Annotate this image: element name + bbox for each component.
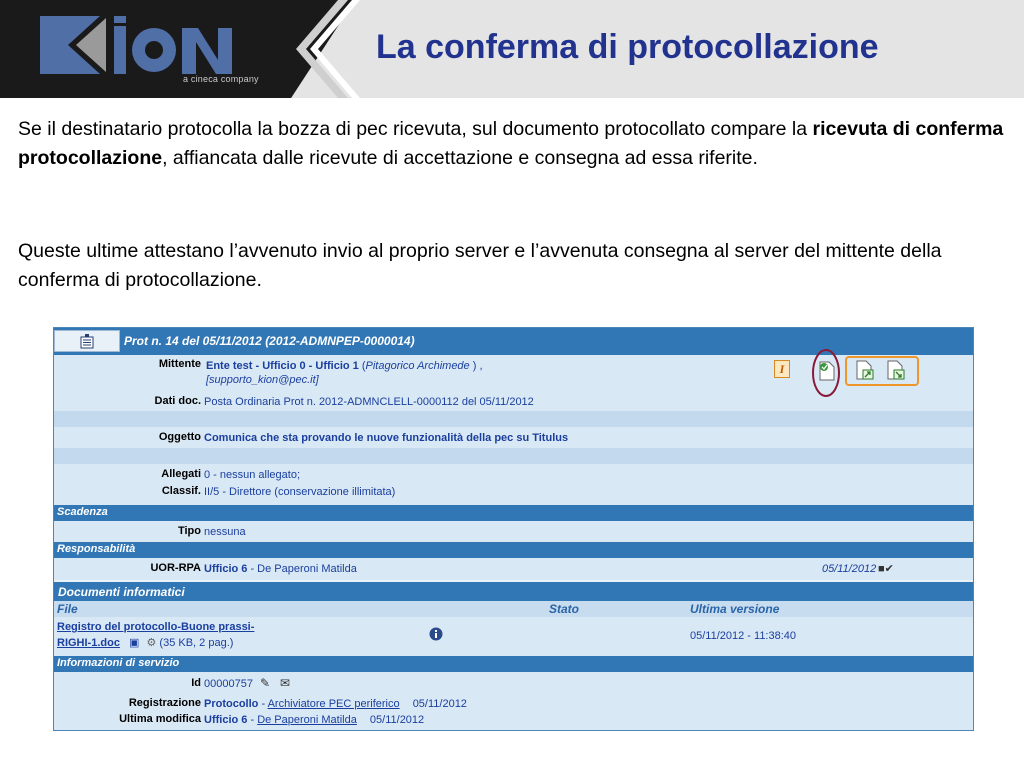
oggetto-label: Oggetto bbox=[158, 431, 201, 443]
dati-doc-value: Posta Ordinaria Prot n. 2012-ADMNCLELL-0000112 del 05/11/2012 bbox=[204, 396, 534, 408]
tipo-value: nessuna bbox=[204, 526, 246, 538]
record-title: Prot n. 14 del 05/11/2012 (2012-ADMNPEP-0000014) bbox=[124, 334, 415, 348]
registrazione-label: Registrazione bbox=[128, 697, 201, 709]
intro-text-bold: ricevuta di conferma protocollazione bbox=[18, 118, 1004, 169]
explanation-paragraph: Queste ultime attestano l’avvenuto invio al proprio server e l’avvenuta consegna al server del mittente della conferma di protocollazione. bbox=[18, 240, 942, 291]
classif-value: II/5 - Direttore (conservazione illimitata) bbox=[204, 486, 396, 498]
scadenza-title: Scadenza bbox=[57, 506, 108, 518]
accettazione-receipt-icon[interactable] bbox=[855, 360, 875, 381]
classif-label: Classif. bbox=[161, 485, 201, 497]
id-value: 00000757 bbox=[204, 678, 253, 690]
print-icon[interactable]: ⚙ bbox=[146, 637, 157, 649]
allegati-label: Allegati bbox=[161, 468, 201, 480]
documenti-title: Documenti informatici bbox=[58, 585, 185, 599]
modifica-office: Ufficio 6 bbox=[204, 714, 248, 726]
registrazione-date: 05/11/2012 bbox=[412, 698, 467, 710]
registrazione-type: Protocollo bbox=[204, 698, 259, 710]
page-title: La conferma di protocollazione bbox=[376, 28, 879, 66]
responsabilita-title: Responsabilità bbox=[57, 543, 136, 555]
responsabilita-section-bar bbox=[54, 542, 973, 558]
file-info-icon[interactable] bbox=[429, 627, 443, 641]
modifica-link[interactable]: De Paperoni Matilda bbox=[257, 714, 357, 726]
intro-paragraph bbox=[18, 115, 1008, 173]
uor-rpa-value bbox=[204, 563, 357, 575]
uor-date: 05/11/2012 bbox=[822, 563, 877, 575]
logo-tagline: a cineca company bbox=[183, 74, 259, 84]
servizio-title: Informazioni di servizio bbox=[57, 657, 180, 669]
registrazione-link[interactable]: Archiviatore PEC periferico bbox=[267, 698, 400, 710]
dati-doc-label: Dati doc. bbox=[154, 395, 201, 407]
documenti-section-bar bbox=[54, 580, 973, 602]
mittente-label: Mittente bbox=[158, 358, 201, 370]
modifica-date: 05/11/2012 bbox=[369, 714, 425, 726]
protocol-record-panel bbox=[53, 327, 974, 731]
save-disk-icon[interactable]: ▣ bbox=[129, 637, 140, 649]
file-link-line1[interactable]: Registro del protocollo-Buone prassi- bbox=[57, 621, 255, 633]
tipo-label: Tipo bbox=[177, 525, 201, 537]
mittente-value: Ente test - Ufficio 0 - Ufficio 1 (Pitagorico Archimede ) , bbox=[206, 360, 483, 372]
mittente-person: Pitagorico Archimede bbox=[365, 360, 470, 372]
col-ultima-versione[interactable]: Ultima versione bbox=[690, 602, 780, 616]
edit-icon[interactable]: ✎ bbox=[260, 676, 271, 690]
mail-icon[interactable]: ✉ bbox=[280, 676, 291, 690]
ultima-modifica-value bbox=[204, 714, 424, 726]
uor-person: - De Paperoni Matilda bbox=[247, 563, 357, 575]
info-button[interactable]: I bbox=[774, 360, 790, 378]
modifica-dash: - bbox=[247, 714, 258, 726]
servizio-section-bar bbox=[54, 656, 973, 672]
file-size: (35 KB, 2 pag.) bbox=[159, 637, 234, 649]
uor-rpa-label: UOR-RPA bbox=[150, 562, 201, 574]
file-version-date: 05/11/2012 - 11:38:40 bbox=[690, 630, 797, 642]
record-type-box[interactable] bbox=[54, 330, 120, 352]
conferma-protocollazione-icon[interactable] bbox=[818, 361, 836, 381]
registrazione-dash: - bbox=[258, 698, 268, 710]
intro-text-start: Se il destinatario protocolla la bozza di pec ricevuta, sul documento protocollato compare la bbox=[18, 118, 813, 140]
document-list-icon bbox=[80, 334, 94, 349]
ultima-modifica-label: Ultima modifica bbox=[119, 713, 201, 725]
id-label: Id bbox=[191, 677, 201, 689]
scadenza-section-bar bbox=[54, 505, 973, 521]
allegati-value: 0 - nessun allegato; bbox=[204, 469, 301, 481]
col-stato[interactable]: Stato bbox=[549, 602, 579, 616]
people-check-icon[interactable]: ■✔ bbox=[878, 563, 894, 575]
documenti-column-header bbox=[54, 601, 973, 617]
separator-row bbox=[54, 411, 973, 427]
col-file[interactable]: File bbox=[57, 602, 78, 616]
file-row bbox=[57, 636, 233, 649]
mittente-name: Ente test - Ufficio 0 - Ufficio 1 bbox=[206, 360, 359, 372]
file-link-line2[interactable]: RIGHI-1.doc bbox=[57, 637, 120, 649]
consegna-receipt-icon[interactable] bbox=[886, 360, 906, 381]
header-chevron-icon bbox=[290, 0, 360, 98]
registrazione-value bbox=[204, 698, 467, 710]
uor-office: Ufficio 6 bbox=[204, 563, 248, 575]
oggetto-value: Comunica che sta provando le nuove funzionalità della pec su Titulus bbox=[204, 432, 569, 444]
mittente-email: [supporto_kion@pec.it] bbox=[206, 374, 319, 386]
separator-row bbox=[54, 448, 973, 464]
intro-text-end: , affiancata dalle ricevute di accettazione e consegna ad essa riferite. bbox=[162, 147, 758, 169]
